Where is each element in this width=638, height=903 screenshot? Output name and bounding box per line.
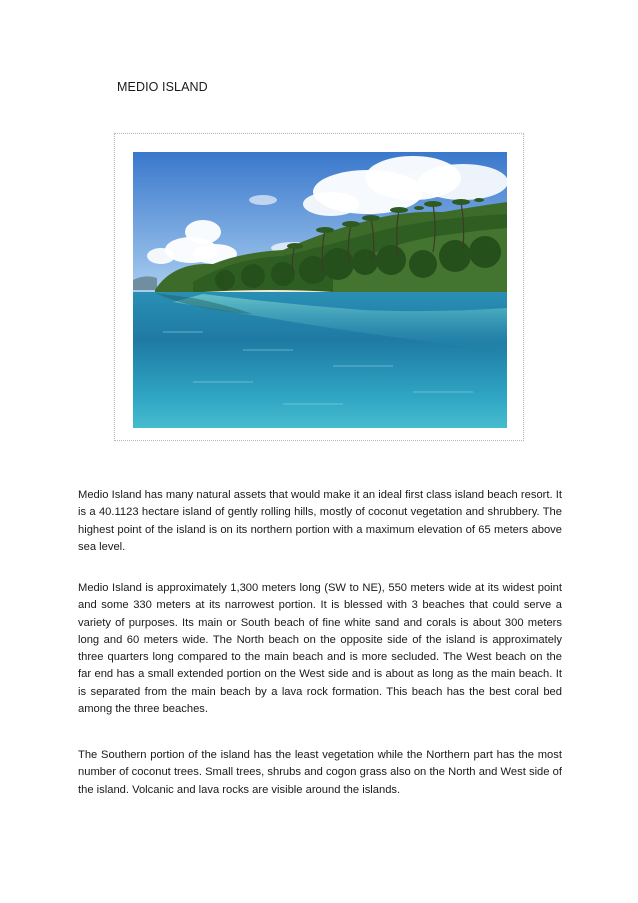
paragraph-natural-assets: Medio Island has many natural assets that would make it an ideal first class island beach resort. It is a 40.1123 hectare island of gently rolling hills, mostly of coconut vegetation and shrubbery. The highest point of the island is on its northern portion with a maximum elevation of 65 meters above sea level.: [78, 489, 562, 553]
photo-frame: [114, 133, 524, 441]
island-photo-drawing: [133, 152, 507, 428]
distant-island: [133, 276, 157, 290]
paragraph-dimensions-beaches: Medio Island is approximately 1,300 meters long (SW to NE), 550 meters wide at its widest point and some 330 meters at its narrowest portion. It is blessed with 3 beaches that could serve a variety of purposes. Its main or South beach of fine white sand and corals is about 300 meters long and 60 meters wide. The North beach on the opposite side of the island is approximately three quarters long compared to the main beach and is more secluded. The West beach on the far end has a small extended portion on the West side and is about as long as the main beach. It is separated from the main beach by a lava rock formation. This beach has the best coral bed among the three beaches.: [78, 582, 562, 716]
page-title: MEDIO ISLAND: [117, 80, 208, 94]
island-beach-photo: [133, 152, 507, 428]
paragraph-vegetation: The Southern portion of the island has the least vegetation while the Northern part has the most number of coconut trees. Small trees, shrubs and cogon grass also on the North and West side of the island. Volcanic and lava rocks are visible around the islands.: [78, 749, 562, 796]
